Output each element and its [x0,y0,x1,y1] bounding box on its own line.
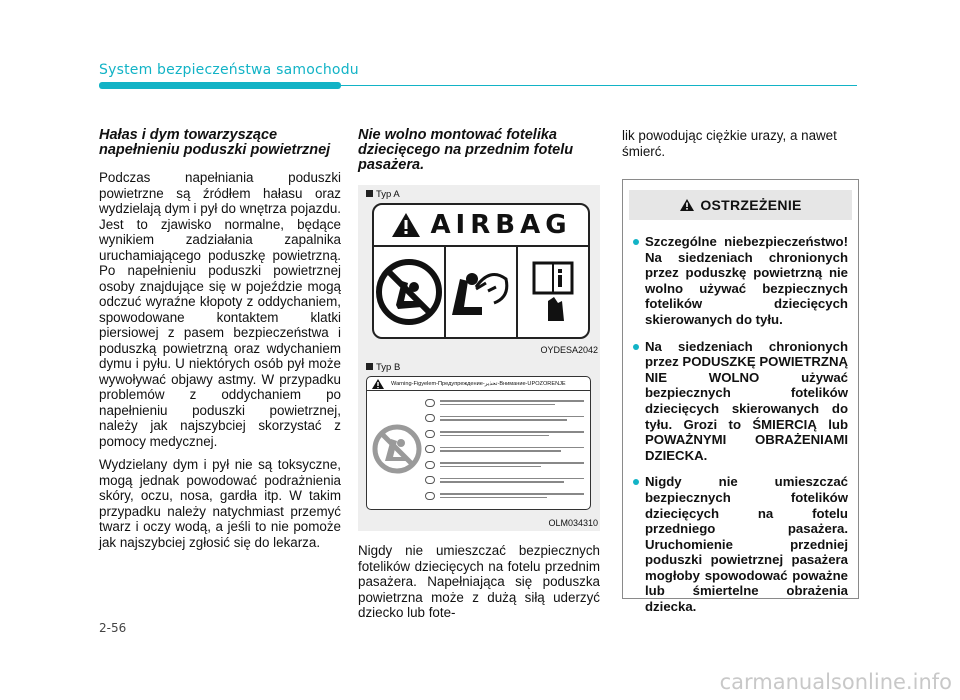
warning-text-rows [425,395,584,504]
paragraph-airbag-smoke-1: Podczas napełniania poduszki powietrzne są źródłem hałasu oraz wydzielają dym i pył do wnętrza pojazdu. Jest to zjawisko normalne, będące wynikiem zadziałania zapalnika uruchamiającego poduszkę powietrzną. Po napełnieniu poduszki powietrznej osoby znajdujące się w pojeździe mogą odczuć wyraźne kłopoty z oddychaniem, spowodowane kontaktem klatki piersiowej z pasem bezpieczeństwa i poduszką powietrzną oraz wdychaniem dymu i pyłu. U niektórych osób pył może wywoływać objawy astmy. W przypadku problemów z oddychaniem po napełnieniu poduszki powietrznej, należy jak najszybciej skorzystać z pomocy medycznej. [99,170,341,449]
no-rear-facing-seat-icon [374,257,444,327]
airbag-deploy-icon [446,257,516,327]
warning-box [622,179,859,615]
bullet-icon [633,479,639,485]
read-manual-icon [528,257,578,327]
warning-triangle-icon [679,198,695,212]
figure-a-code: OYDESA2042 [540,345,598,355]
warning-box-header [629,190,852,220]
subheading-child-seat: Nie wolno montować fotelika dziecięcego na przednim fotelu pasażera. [358,127,574,173]
column-left [99,128,341,558]
list-item [425,411,584,427]
figure-type-a-label: Typ A [366,189,400,200]
warning-item: Szczególne niebezpieczeństwo! Na siedzeniach chronionych przez poduszkę powietrzną nie wolno używać bezpiecznych fotelików dziecięcych skierowanych do tyłu. [631,234,848,328]
list-item [425,426,584,442]
list-item [425,488,584,504]
figure-type-a [358,185,600,358]
bullet-icon [633,239,639,245]
warning-title: OSTRZEŻENIE [700,197,802,213]
panel-no-child-seat [374,247,446,337]
figure-b-code: OLM034310 [548,518,598,528]
list-item [425,442,584,458]
column-right [622,128,859,615]
warning-item: Nigdy nie umieszczać bezpiecznych fotelików dziecięcych na fotelu przedniego pasażera. Uruchomienie przedniej poduszki powietrznej pasażera mogłoby spowodować poważne lub śmiertelne obrażenia dziecka. [631,474,848,614]
bullet-icon [633,344,639,350]
list-item [425,457,584,473]
panel-read-manual [518,247,588,337]
watermark: carmanualsonline.info [719,670,952,694]
paragraph-airbag-smoke-2: Wydzielany dym i pył nie są toksyczne, mogą jednak powodować podrażnienia skóry, oczu, nosa, gardła itp. W takim przypadku należy natychmiast przemyć twarz i oczy wodą, a jeśli to nie pomoże jak najszybciej zgłosić się do lekarza. [99,457,341,550]
panel-airbag-deploy [446,247,518,337]
airbag-warning-label [372,203,590,339]
column-middle [358,128,600,629]
warning-triangle-icon [390,211,422,239]
warning-item: Na siedzeniach chronionych przez PODUSZKĘ POWIETRZNĄ NIE WOLNO używać bezpiecznych fotelików dziecięcych skierowanych do tyłu. Grozi to ŚMIERCIĄ lub POWAŻNYMI OBRAŻENIAMI DZIECKA. [631,339,848,464]
section-title: System bezpieczeństwa samochodu [99,62,359,78]
airbag-label-text: AIRBAG [430,210,572,240]
header-divider [341,85,857,86]
page-number: 2-56 [99,621,127,635]
warning-list [629,234,852,615]
section-title-underline [99,82,341,89]
figure-type-b [358,358,600,531]
warning-label-languages: Warning-Figyelem-Предупреждение-تحذير-Внимание-UPOZORENJE [391,380,566,387]
list-item [425,473,584,489]
paragraph-child-seat-continued: lik powodując ciężkie urazy, a nawet śmierć. [622,128,837,159]
list-item [425,395,584,411]
no-child-seat-icon [371,423,423,475]
paragraph-child-seat: Nigdy nie umieszczać bezpiecznych fotelików dziecięcych na fotelu przednim pasażera. Napełniająca się poduszka powietrzna może z dużą siłą uderzyć dziecko lub fote- [358,543,600,620]
subheading-airbag-smoke: Hałas i dym towarzyszące napełnieniu poduszki powietrznej [99,127,331,158]
multilingual-warning-label [366,376,591,510]
figure-type-b-label: Typ B [366,362,400,373]
small-warning-triangle-icon [371,378,385,390]
